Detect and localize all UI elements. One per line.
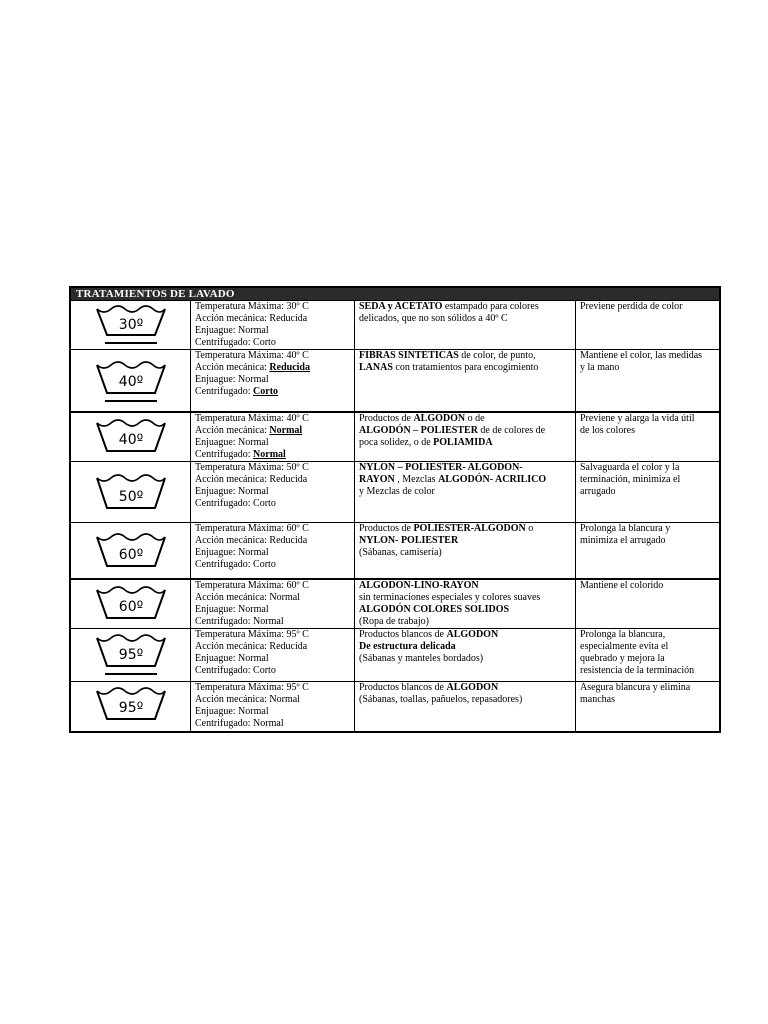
wash-tub-icon — [93, 530, 169, 572]
table-row — [71, 578, 719, 628]
spec-cell: Temperatura Máxima: 95º C Acción mecánica: Reducida Enjuague: Normal Centrifugado: Corto — [191, 629, 355, 681]
wash-symbol-cell — [71, 523, 191, 578]
fabrics-cell: Productos blancos de ALGODON (Sábanas, toallas, pañuelos, repasadores) — [355, 682, 576, 731]
spec-cell: Temperatura Máxima: 50º C Acción mecánica: Reducida Enjuague: Normal Centrifugado: Corto — [191, 462, 355, 522]
wash-treatment-table — [69, 286, 721, 733]
wash-symbol-cell — [71, 462, 191, 522]
wash-temperature-label: 95º — [118, 699, 143, 716]
spec-cell: Temperatura Máxima: 40º C Acción mecánica: Reducida Enjuague: Normal Centrifugado: Corto — [191, 350, 355, 411]
spec-cell: Temperatura Máxima: 60º C Acción mecánica: Normal Enjuague: Normal Centrifugado: Normal — [191, 580, 355, 628]
benefit-cell: Prolonga la blancura, especialmente evita el quebrado y mejora la resistencia de la terminación — [580, 629, 695, 676]
wash-tub-icon — [93, 417, 169, 457]
wash-tub-icon — [93, 632, 169, 678]
wash-symbol-cell — [71, 350, 191, 411]
table-row — [71, 349, 719, 411]
wash-tub-icon — [93, 584, 169, 624]
benefit-cell: Previene y alarga la vida útil de los colores — [580, 413, 695, 436]
fabrics-cell: Productos de POLIESTER-ALGODON o NYLON- POLIESTER (Sábanas, camisería) — [355, 523, 576, 578]
wash-symbol-cell — [71, 301, 191, 349]
table-row — [71, 522, 719, 578]
spec-cell: Temperatura Máxima: 60º C Acción mecánica: Reducida Enjuague: Normal Centrifugado: Corto — [191, 523, 355, 578]
spec-cell: Temperatura Máxima: 40º C Acción mecánica: Normal Enjuague: Normal Centrifugado: Normal — [191, 413, 355, 461]
benefit-cell: Prolonga la blancura y minimiza el arrugado — [580, 523, 671, 546]
table-row — [71, 628, 719, 681]
wash-symbol-cell — [71, 413, 191, 461]
spec-cell: Temperatura Máxima: 95º C Acción mecánica: Normal Enjuague: Normal Centrifugado: Normal — [191, 682, 355, 731]
benefit-cell: Mantiene el color, las medidas y la mano — [580, 350, 703, 373]
wash-tub-icon — [93, 303, 169, 347]
table-title: TRATAMIENTOS DE LAVADO — [71, 288, 719, 300]
fabrics-cell: ALGODON-LINO-RAYON sin terminaciones especiales y colores suaves ALGODÓN COLORES SOLIDOS (Ropa de trabajo) — [355, 580, 576, 628]
fabrics-cell: NYLON – POLIESTER- ALGODON- RAYON , Mezclas ALGODÓN- ACRILICO y Mezclas de color — [355, 462, 576, 522]
wash-tub-icon — [93, 685, 169, 729]
fabrics-cell: Productos blancos de ALGODON De estructura delicada (Sábanas y manteles bordados) — [355, 629, 576, 681]
wash-temperature-label: 60º — [118, 546, 143, 563]
table-row — [71, 681, 719, 731]
spec-cell: Temperatura Máxima: 30º C Acción mecánica: Reducida Enjuague: Normal Centrifugado: Corto — [191, 301, 355, 349]
wash-tub-icon — [93, 470, 169, 514]
wash-temperature-label: 60º — [118, 599, 143, 615]
fabrics-cell: SEDA y ACETATO estampado para colores delicados, que no son sólidos a 40º C — [355, 301, 576, 349]
table-row — [71, 461, 719, 522]
fabrics-cell: Productos de ALGODON o de ALGODÓN – POLIESTER de de colores de poca solidez, o de POLIAMIDA — [355, 413, 576, 461]
wash-tub-icon — [93, 357, 169, 405]
wash-temperature-label: 40º — [118, 432, 143, 448]
table-row — [71, 300, 719, 349]
benefit-cell: Asegura blancura y elimina manchas — [580, 682, 691, 705]
wash-temperature-label: 50º — [118, 489, 143, 505]
table-row — [71, 411, 719, 461]
wash-temperature-label: 95º — [118, 647, 143, 663]
wash-symbol-cell — [71, 682, 191, 731]
benefit-cell: Salvaguarda el color y la terminación, minimiza el arrugado — [580, 462, 681, 497]
wash-temperature-label: 30º — [118, 317, 143, 333]
benefit-cell: Previene perdida de color — [580, 301, 683, 312]
benefit-cell: Mantiene el colorido — [580, 580, 664, 591]
fabrics-cell: FIBRAS SINTETICAS de color, de punto, LANAS con tratamientos para encogimiento — [355, 350, 576, 411]
wash-temperature-label: 40º — [118, 373, 143, 390]
wash-symbol-cell — [71, 580, 191, 628]
wash-symbol-cell — [71, 629, 191, 681]
